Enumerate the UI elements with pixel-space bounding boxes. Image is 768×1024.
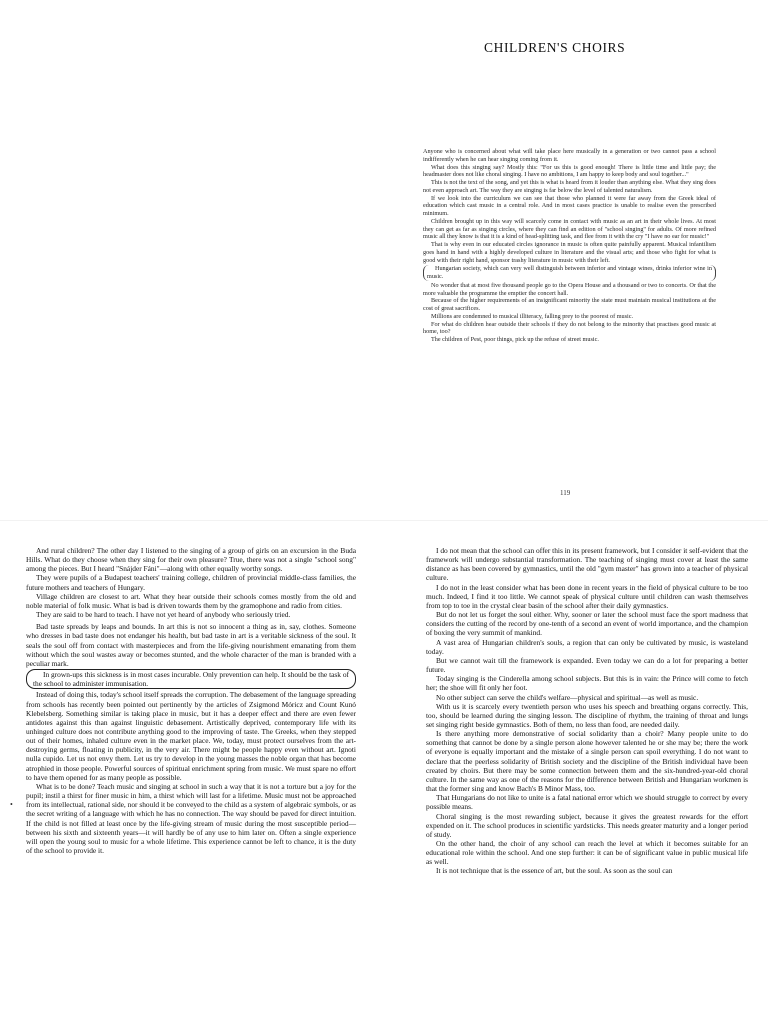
paragraph: But we cannot wait till the framework is expanded. Even today we can do a lot for preparing a better future. <box>426 655 748 675</box>
paragraph: That Hungarians do not like to unite is a fatal national error which we should struggle to correct by every possible means. <box>426 793 748 812</box>
right-column <box>426 546 748 876</box>
paragraph: I do not in the least consider what has been done in recent years in the field of physical culture to be too much. Indeed, I find it too little. We cannot speak of physical culture until children can wash themselves from top to toe in the crystal clear basin of the school after their daily gymnastics. <box>426 582 748 610</box>
paragraph: I do not mean that the school can offer this in its present framework, but I consider it self-evident that the framework will undergo substantial transformation. The teaching of singing must cover at least the same distance as has been covered by gymnastics, until the old "gym master" has grown into a teacher of physical culture. <box>426 546 748 583</box>
paragraph: Village children are closest to art. What they hear outside their schools comes mostly from the old and noble material of folk music. What is bad is driven towards them by the gramophone and radio from cities. <box>26 591 356 610</box>
paragraph: Anyone who is concerned about what will take place here musically in a generation or two cannot pass a school indifferently when he can hear singing coming from it. <box>423 148 716 163</box>
paragraph: Today singing is the Cinderella among school subjects. But this is in vain: the Prince will come to fetch her; the shoe will fit only her foot. <box>426 674 748 693</box>
paragraph: Because of the higher requirements of an insignificant minority the state must maintain musical institutions at the cost of great sacrifices. <box>423 297 716 312</box>
paragraph: For what do children hear outside their schools if they do not belong to the minority that practises good music at home, too? <box>423 320 716 336</box>
page-divider <box>0 520 768 521</box>
paragraph: If we look into the curriculum we can see that those who planned it were far away from the Greek ideal of education which cast music in a central role. And in most cases practice is unable to realise even the prescribed minimum. <box>423 194 716 217</box>
paragraph: This is not the text of the song, and yet this is what is heard from it louder than anything else. What they sing does not even approach art. The way they are singing is far below the level of talented naturalism. <box>423 179 716 194</box>
paragraph: On the other hand, the choir of any school can reach the level at which it becomes suitable for an educational role within the school. And one step further: it can be of significant value in public musical life as well. <box>426 839 748 867</box>
paragraph: Instead of doing this, today's school itself spreads the corruption. The debasement of the language spreading from schools has recently been pointed out pertinently by the articles of Zsigmond Móricz and Count Kunó Klebelsberg. Something similar is taking place in music, but it has a deeper effect and there are even fewer antidotes against this than against linguistic debasement. Artistically deprived, contemporary life with its unhinged culture does not contribute anything good to the improving of taste. The Greeks, when they stepped out of their homes, inhaled culture even in the market place. We, today, must protect ourselves from the art-destroying germs, floating in publicity, in the very air. There might be people happy even without art. Ignoti nulla cupido. Let us not envy them. Let us try to develop in the young masses the noble organ that has become atrophied in those people. Powerful sources of spiritual enrichment spring from music. We must spare no effort to have them opened for as many people as possible. <box>26 690 356 782</box>
paragraph: Millions are condemned to musical illiteracy, falling prey to the poorest of music. <box>431 312 634 320</box>
paragraph: They were pupils of a Budapest teachers' training college, children of provincial middle-class families, the future mothers and teachers of Hungary. <box>26 573 356 592</box>
paragraph: The children of Pest, poor things, pick up the refuse of street music. <box>431 336 599 343</box>
paragraph: But do not let us forget the soul either. Why, sooner or later the school must face the sport madness that considers the cutting of the record by one-tenth of a second an event of world importance, and the champion of boxing the very summit of mankind. <box>426 610 748 638</box>
margin-mark: • <box>10 800 13 809</box>
paragraph: Children brought up in this way will scarcely come in contact with music as an art in their whole lives. At most they can get as far as singing circles, where they can find an edition of "school singing" for adults. Of more refined music all they know is that it is a kind of head-splitting task, and flee from it with the cry "I have no ear for music!" <box>423 217 716 241</box>
upper-page-text <box>423 148 716 344</box>
paragraph: A vast area of Hungarian children's souls, a region that can only be cultivated by music, is wasteland today. <box>426 637 748 656</box>
paragraph: Choral singing is the most rewarding subject, because it gives the greatest rewards for the effort expended on it. The school produces in scientific yardsticks. This needs greater maturity and a longer period of study. <box>426 811 748 839</box>
paragraph: That is why even in our educated circles ignorance in music is often quite painfully apparent. Musical infantilism goes hand in hand with a highly developed culture in literature and the visual arts; and those who fight for what is good with their right hand, sponsor trashy literature in music with their left. <box>423 241 716 264</box>
paragraph: No other subject can serve the child's welfare—physical and spiritual—as well as music. <box>436 692 699 702</box>
running-head: CHILDREN'S CHOIRS <box>484 40 626 55</box>
bracketed-paragraph: Hungarian society, which can very well distinguish between inferior and vintage wines, drinks inferior wine in music. <box>423 265 716 281</box>
paragraph: Bad taste spreads by leaps and bounds. In art this is not so innocent a thing as in, say, clothes. Someone who dresses in bad taste does not endanger his health, but bad taste in art is a veritable sickness of the soul. It seals the soul off from contact with masterpieces and from the life-giving nourishment emanating from them without which the soul wastes away or becomes stunted, and the whole character of the man is branded with a peculiar mark. <box>26 622 356 668</box>
paragraph: With us it is scarcely every twentieth person who uses his speech and breathing organs correctly. This, too, should be learned during the singing lesson. The discipline of rhythm, the training of throat and lungs set singing right beside gymnastics. Both of them, no less than food, are needed daily. <box>426 701 748 729</box>
paragraph: What is to be done? Teach music and singing at school in such a way that it is not a torture but a joy for the pupil; instil a thirst for finer music in him, a thirst which will last for a lifetime. Music must not be approached from its intellectual, rational side, nor should it be conveyed to the child as a system of algebraic symbols, or as the secret writing of a language with which he has no connection. The way should be paved for direct intuition. If the child is not filled at least once by the life-giving stream of music during the most susceptible period—between his sixth and sixteenth years—it will hardly be of any use to him later on. Often a single experience will open the young soul to music for a whole lifetime. This experience cannot be left to chance, it is the duty of the school to provide it. <box>26 781 356 855</box>
paragraph: It is not technique that is the essence of art, but the soul. As soon as the soul can <box>436 866 673 876</box>
ringed-paragraph: In grown-ups this sickness is in most cases incurable. Only prevention can help. It should be the task of the school to administer immunisation. <box>26 669 356 689</box>
paragraph: Is there anything more demonstrative of social solidarity than a choir? Many people unite to do something that cannot be done by a single person alone however talented he or she may be; there the work of everyone is equally important and the mistake of a single person can spoil everything. I do not want to declare that the peerless solidarity of British society and the discipline of the British individual have been created by choirs. But there may be some connection between them and the six-hundred-year-old choral culture. In the same way as one of the reasons for the difference between British and Hungarian workmen is that the former sing and know Bach's B Minor Mass, too. <box>426 729 748 794</box>
paragraph: What does this singing say? Mostly this: "For us this is good enough! There is little time and little pay; the headmaster does not like choral singing. I have no ambitions, I am happy to keep body and soul together..." <box>423 163 716 179</box>
paragraph: And rural children? The other day I listened to the singing of a group of girls on an excursion in the Buda Hills. What do they choose when they sing for their own pleasure? True, there was not a single "school song" among the pieces. But I heard "Snájder Fáni"—along with other equally worthy songs. <box>26 546 356 574</box>
left-column <box>26 546 356 855</box>
paragraph: No wonder that at most five thousand people go to the Opera House and a thousand or two to concerts. Or that the more valuable the programme the emptier the concert hall. <box>423 281 716 297</box>
paragraph: They are said to be hard to teach. I have not yet heard of anybody who seriously tried. <box>36 610 291 620</box>
page-number: 119 <box>560 489 571 497</box>
